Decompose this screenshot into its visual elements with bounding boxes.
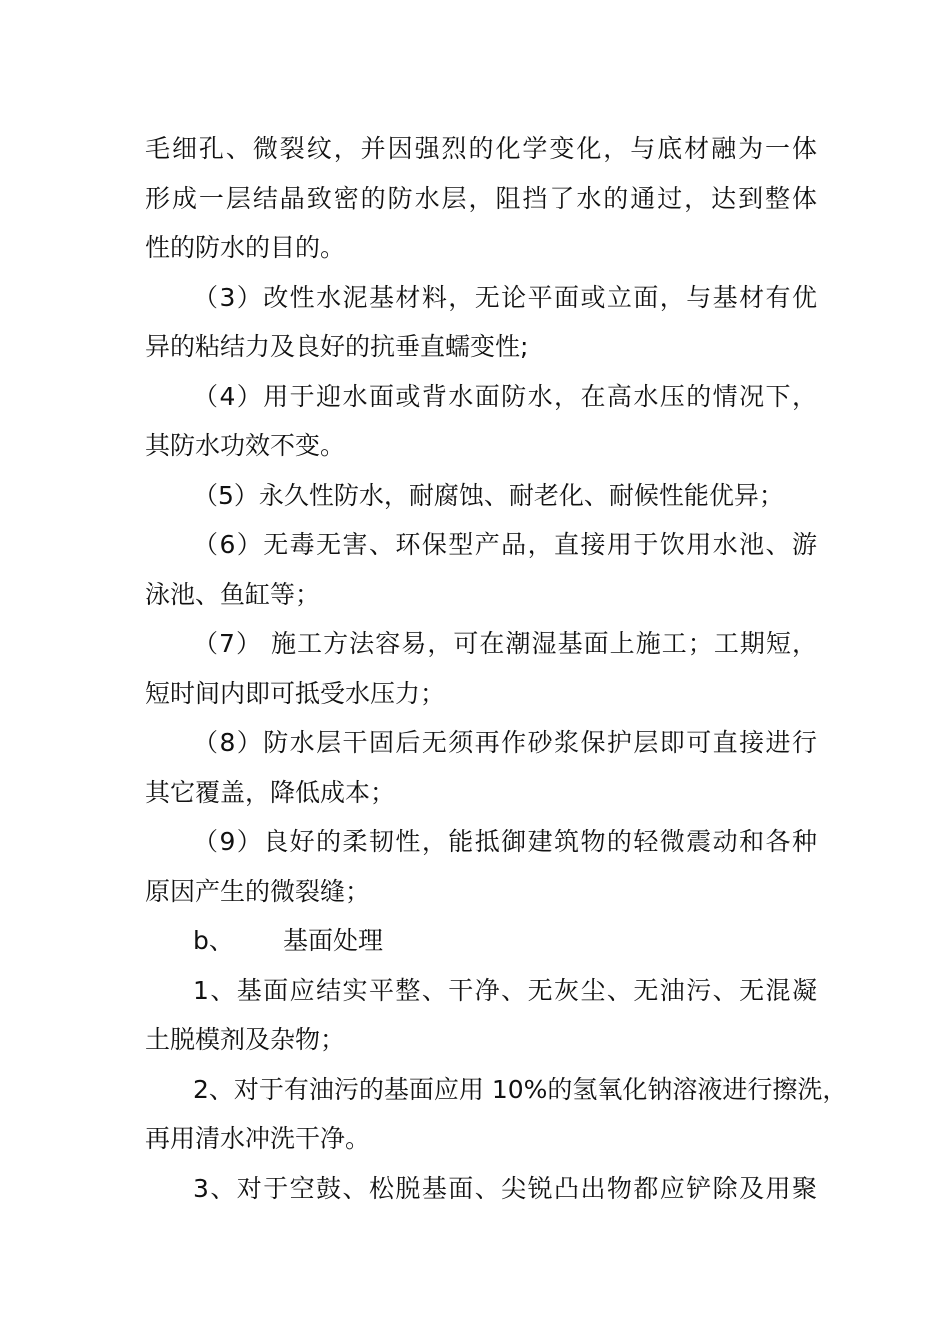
text-line: 异的粘结力及良好的抗垂直蠕变性; xyxy=(145,332,529,361)
text-line: 短时间内即可抵受水压力； xyxy=(145,678,446,708)
list-item-9: （9）良好的柔韧性，能抵御建筑物的轻微震动和各种 xyxy=(193,827,817,856)
text-line: 其它覆盖，降低成本； xyxy=(145,777,396,807)
numbered-item-2: 2、对于有油污的基面应用 10%的氢氧化钠溶液进行擦洗， xyxy=(193,1074,848,1104)
list-item-3: （3）改性水泥基材料，无论平面或立面，与基材有优 xyxy=(193,282,817,312)
section-label: b、 xyxy=(193,926,234,955)
text-line: 泳池、鱼缸等； xyxy=(145,579,321,609)
list-item-5: （5）永久性防水，耐腐蚀、耐老化、耐候性能优异； xyxy=(193,480,784,510)
section-heading-b xyxy=(145,916,817,966)
list-item-7: （7） 施工方法容易，可在潮湿基面上施工；工期短， xyxy=(193,629,817,658)
text-line: 原因产生的微裂缝； xyxy=(145,876,371,906)
text-line: 性的防水的目的。 xyxy=(145,233,346,262)
text-line: 再用清水冲洗干净。 xyxy=(145,1124,371,1153)
text-line: 形成一层结晶致密的防水层，阻挡了水的通过，达到整体 xyxy=(145,183,817,213)
numbered-item-1: 1、基面应结实平整、干净、无灰尘、无油污、无混凝 xyxy=(193,975,817,1005)
document-body xyxy=(145,124,848,1213)
list-item-8: （8）防水层干固后无须再作砂浆保护层即可直接进行 xyxy=(193,728,817,757)
text-line: 毛细孔、微裂纹，并因强烈的化学变化，与底材融为一体 xyxy=(145,134,817,163)
numbered-item-3: 3、对于空鼓、松脱基面、尖锐凸出物都应铲除及用聚 xyxy=(193,1173,817,1203)
text-line: 其防水功效不变。 xyxy=(145,431,346,460)
text-line: 土脱模剂及杂物； xyxy=(145,1025,346,1054)
list-item-4: （4）用于迎水面或背水面防水，在高水压的情况下， xyxy=(193,381,817,411)
section-title: 基面处理 xyxy=(283,926,384,955)
list-item-6: （6）无毒无害、环保型产品，直接用于饮用水池、游 xyxy=(193,530,817,559)
